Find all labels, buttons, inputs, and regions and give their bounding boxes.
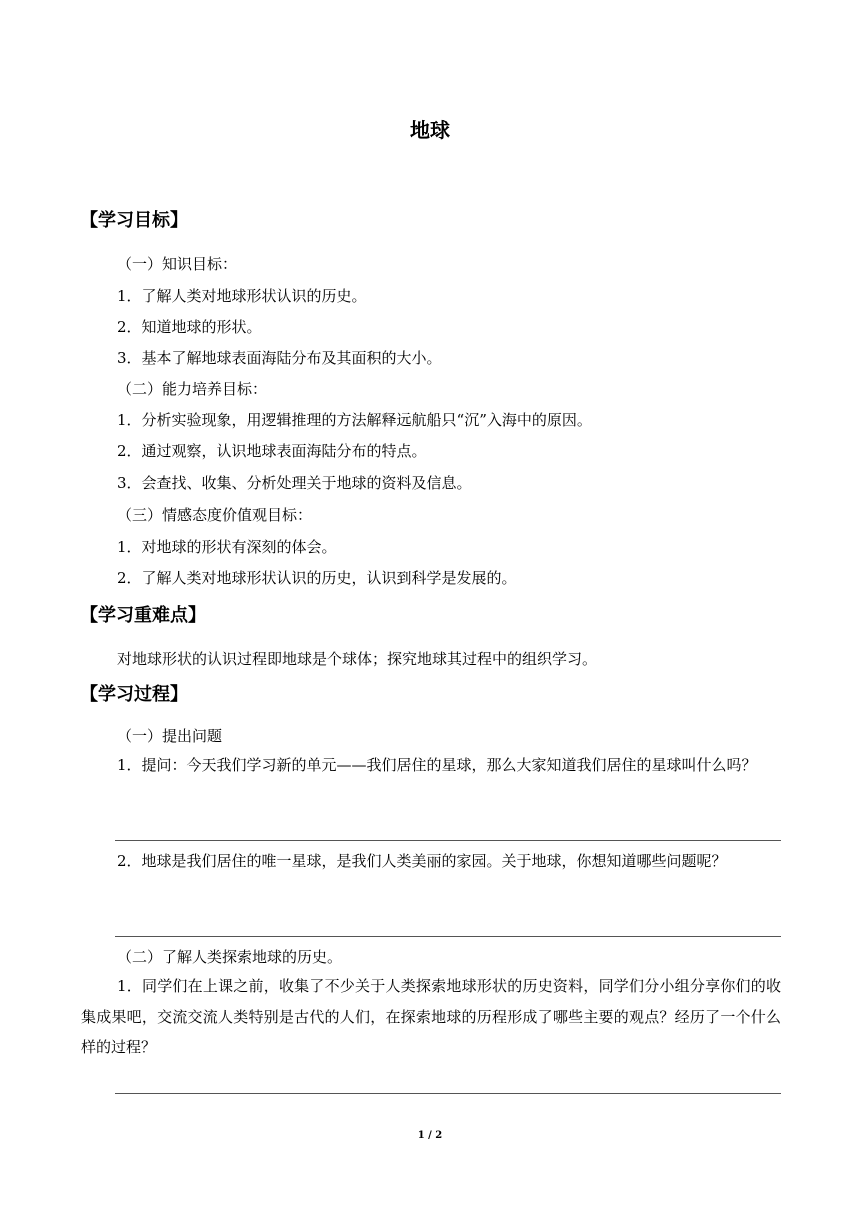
knowledge-goal-item: 2．知道地球的形状。 [117, 318, 262, 336]
answer-line-2[interactable] [115, 936, 781, 937]
question-2: 2．地球是我们居住的唯一星球，是我们人类美丽的家园。关于地球，你想知道哪些问题呢？ [117, 852, 727, 870]
knowledge-goal-label: （一）知识目标： [117, 255, 238, 273]
attitude-goal-item: 2．了解人类对地球形状认识的历史，认识到科学是发展的。 [117, 569, 517, 587]
page-number: 1 / 2 [417, 1130, 443, 1141]
attitude-goal-item: 1．对地球的形状有深刻的体会。 [117, 538, 337, 556]
section-heading-key-points: 【学习重难点】 [80, 605, 206, 626]
question-1: 1．提问：今天我们学习新的单元——我们居住的星球，那么大家知道我们居住的星球叫什么吗？ [117, 756, 757, 774]
document-title: 地球 [410, 118, 450, 142]
key-points-text: 对地球形状的认识过程即地球是个球体；探究地球其过程中的组织学习。 [117, 650, 598, 668]
attitude-goal-label: （三）情感态度价值观目标： [117, 506, 313, 524]
process-part2-label: （二）了解人类探索地球的历史。 [117, 948, 343, 966]
knowledge-goal-item: 3．基本了解地球表面海陆分布及其面积的大小。 [117, 349, 442, 367]
process-part1-label: （一）提出问题 [117, 727, 223, 745]
ability-goal-label: （二）能力培养目标： [117, 380, 268, 398]
ability-goal-item: 2．通过观察，认识地球表面海陆分布的特点。 [117, 442, 427, 460]
answer-line-1[interactable] [115, 840, 781, 841]
question-3: 1．同学们在上课之前，收集了不少关于人类探索地球形状的历史资料，同学们分小组分享你们的收集成果吧，交流交流人类特别是古代的人们，在探索地球的历程形成了哪些主要的观点？经历了一个什么样的过程？ [81, 977, 781, 1056]
ability-goal-item: 1．分析实验现象，用逻辑推理的方法解释远航船只“沉”入海中的原因。 [117, 411, 592, 429]
ability-goal-item: 3．会查找、收集、分析处理关于地球的资料及信息。 [117, 474, 472, 492]
answer-line-3[interactable] [115, 1093, 781, 1094]
section-heading-process: 【学习过程】 [80, 684, 188, 705]
knowledge-goal-item: 1．了解人类对地球形状认识的历史。 [117, 287, 367, 305]
section-heading-objectives: 【学习目标】 [80, 210, 188, 231]
